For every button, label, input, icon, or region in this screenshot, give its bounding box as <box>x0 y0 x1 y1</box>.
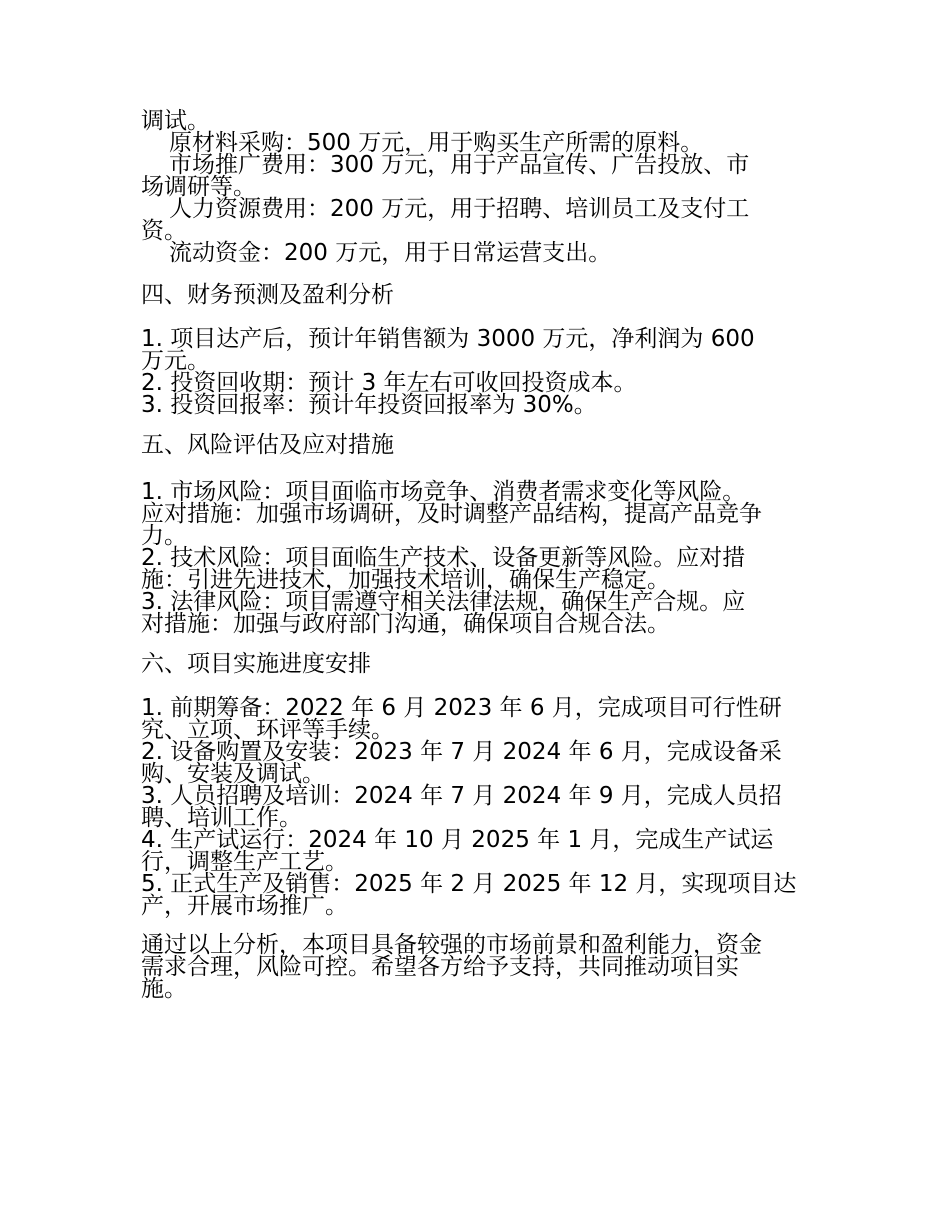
schedule-item-5-line1: 5. 正式生产及销售：2025 年 2 月 2025 年 12 月，实现项目达 <box>141 871 797 897</box>
finance-item-3: 3. 投资回报率：预计年投资回报率为 30%。 <box>141 392 597 418</box>
schedule-item-5-line2: 产，开展市场推广。 <box>141 893 348 919</box>
risk-item-1-line1: 1. 市场风险：项目面临市场竞争、消费者需求变化等风险。 <box>141 479 746 505</box>
budget-item-hr-line2: 资。 <box>141 218 187 244</box>
schedule-item-4-line1: 4. 生产试运行：2024 年 10 月 2025 年 1 月，完成生产试运 <box>141 827 774 853</box>
budget-item-marketing-line2: 场调研等。 <box>141 174 256 200</box>
conclusion-line1: 通过以上分析，本项目具备较强的市场前景和盈利能力，资金 <box>141 932 762 958</box>
budget-section <box>141 110 210 132</box>
schedule-list <box>141 697 796 917</box>
risk-item-3-line2: 对措施：加强与政府部门沟通，确保项目合规合法。 <box>141 611 670 637</box>
budget-list <box>141 132 749 264</box>
budget-item-marketing-line1: 市场推广费用：300 万元，用于产品宣传、广告投放、市 <box>169 152 750 178</box>
risk-item-2-line2: 施：引进先进技术，加强技术培训，确保生产稳定。 <box>141 567 670 593</box>
schedule-item-1-line2: 究、立项、环评等手续。 <box>141 717 394 743</box>
schedule-heading: 六、项目实施进度安排 <box>141 651 371 677</box>
risk-item-3-line1: 3. 法律风险：项目需遵守相关法律法规，确保生产合规。应 <box>141 589 746 615</box>
schedule-item-2-line2: 购、安装及调试。 <box>141 761 325 787</box>
budget-tail-text: 调试。 <box>141 108 210 134</box>
budget-item-materials: 原材料采购：500 万元，用于购买生产所需的原料。 <box>169 130 704 156</box>
finance-item-2: 2. 投资回收期：预计 3 年左右可收回投资成本。 <box>141 370 637 396</box>
risk-item-1-line2: 应对措施：加强市场调研，及时调整产品结构，提高产品竞争 <box>141 501 762 527</box>
finance-heading: 四、财务预测及盈利分析 <box>141 282 394 308</box>
schedule-item-3-line1: 3. 人员招聘及培训：2024 年 7 月 2024 年 9 月，完成人员招 <box>141 783 782 809</box>
conclusion-line2: 需求合理，风险可控。希望各方给予支持，共同推动项目实 <box>141 954 739 980</box>
budget-item-working-capital: 流动资金：200 万元，用于日常运营支出。 <box>169 240 612 266</box>
finance-item-1-line2: 万元。 <box>141 348 210 374</box>
budget-item-hr-line1: 人力资源费用：200 万元，用于招聘、培训员工及支付工 <box>169 196 750 222</box>
risk-heading: 五、风险评估及应对措施 <box>141 432 394 458</box>
schedule-item-4-line2: 行，调整生产工艺。 <box>141 849 348 875</box>
schedule-item-2-line1: 2. 设备购置及安装：2023 年 7 月 2024 年 6 月，完成设备采 <box>141 739 782 765</box>
schedule-item-1-line1: 1. 前期筹备：2022 年 6 月 2023 年 6 月，完成项目可行性研 <box>141 695 782 721</box>
finance-list <box>141 328 755 416</box>
conclusion-line3: 施。 <box>141 976 187 1002</box>
risk-item-2-line1: 2. 技术风险：项目面临生产技术、设备更新等风险。应对措 <box>141 545 746 571</box>
risk-list <box>141 481 762 635</box>
conclusion-paragraph <box>141 934 762 1000</box>
finance-item-1-line1: 1. 项目达产后，预计年销售额为 3000 万元，净利润为 600 <box>141 326 755 352</box>
risk-item-1-line3: 力。 <box>141 523 187 549</box>
schedule-item-3-line2: 聘、培训工作。 <box>141 805 302 831</box>
